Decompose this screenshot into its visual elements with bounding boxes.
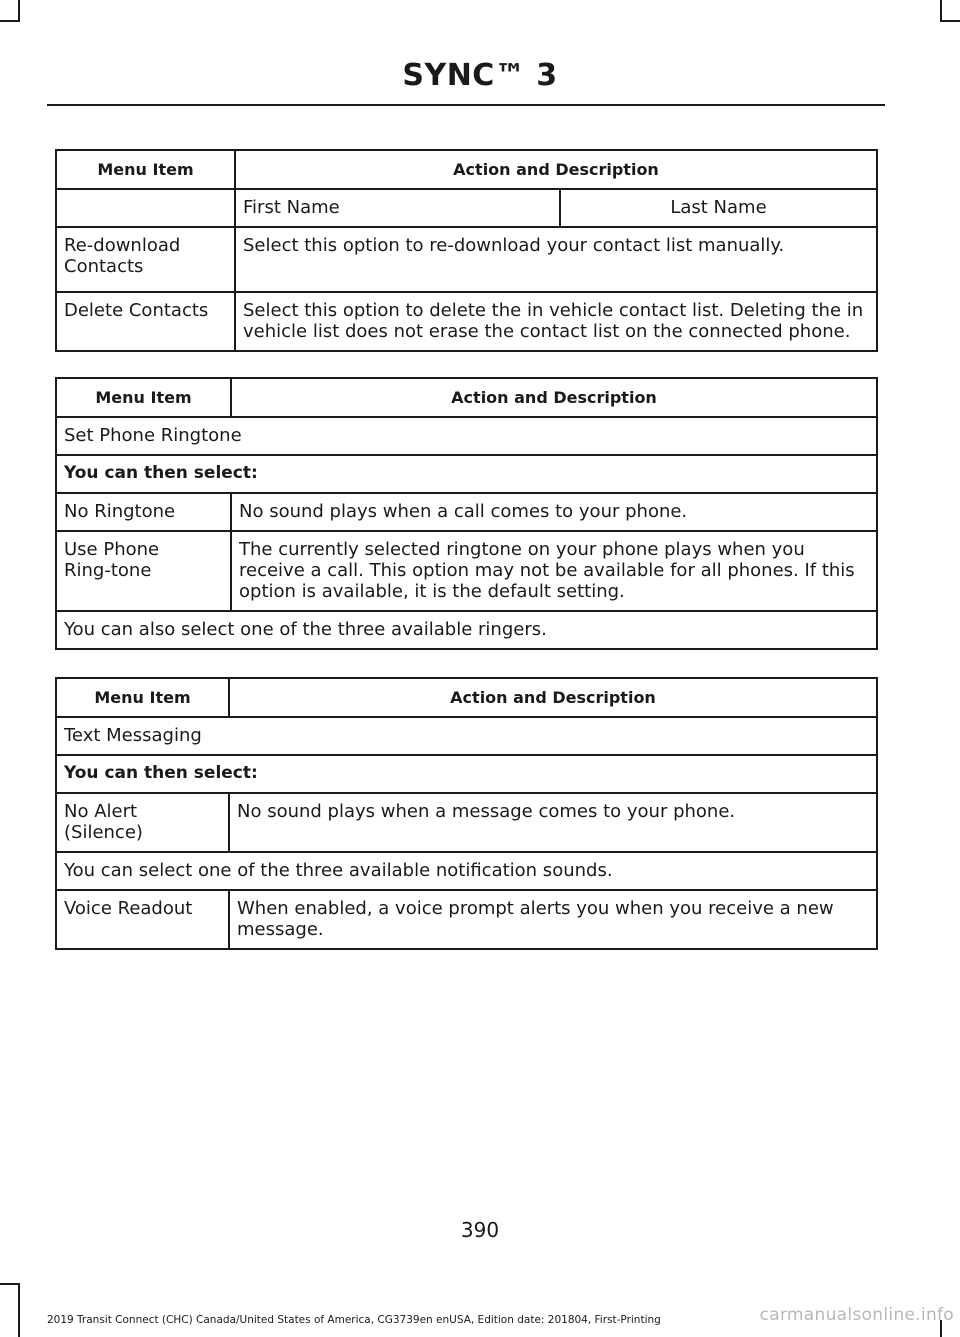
description-cell: When enabled, a voice prompt alerts you when you receive a new message. [229,890,877,949]
sub-header-first-name: First Name [235,189,560,227]
crop-mark-bottom-left-h [0,1283,20,1285]
menu-item-cell: Re-download Contacts [56,227,235,292]
description-cell: The currently selected ringtone on your phone plays when you receive a call. This option may not be available for all phones. If this option is available, it is the default setting. [231,531,877,611]
menu-item-cell: Voice Readout [56,890,229,949]
footer-edition-info: 2019 Transit Connect (CHC) Canada/United States of America, CG3739en enUSA, Edition date: 201804, First-Printing [47,1314,661,1326]
col-menu-item: Menu Item [56,150,235,189]
table-header-row [56,378,877,417]
select-label-cell: You can then select: [56,755,877,793]
description-cell: No sound plays when a call comes to your phone. [231,493,877,531]
ringtone-menu-table [55,377,878,650]
sub-header-last-name: Last Name [560,189,877,227]
table-row [56,189,877,227]
crop-mark-bottom-left-v [18,1283,20,1337]
description-cell: No sound plays when a message comes to your phone. [229,793,877,852]
col-action-description: Action and Description [235,150,877,189]
table-row [56,611,877,649]
table-row [56,890,877,949]
menu-item-cell: Use Phone Ring-tone [56,531,231,611]
description-cell: Select this option to delete the in vehicle contact list. Deleting the in vehicle list does not erase the contact list on the connected phone. [235,292,877,351]
table-header-row [56,150,877,189]
note-cell: You can also select one of the three available ringers. [56,611,877,649]
menu-item-cell: Delete Contacts [56,292,235,351]
note-cell: You can select one of the three available notification sounds. [56,852,877,890]
table-row [56,531,877,611]
crop-mark-top-left-h [0,20,20,22]
text-messaging-menu-table [55,677,878,950]
section-title-cell: Set Phone Ringtone [56,417,877,455]
menu-item-cell: No Ringtone [56,493,231,531]
menu-item-cell: No Alert (Silence) [56,793,229,852]
table-row [56,852,877,890]
table-row [56,793,877,852]
crop-mark-top-right-h [940,20,960,22]
table-row [56,227,877,292]
table-row [56,417,877,455]
section-title-cell: Text Messaging [56,717,877,755]
title-divider [47,104,885,106]
table-row [56,755,877,793]
table-row [56,455,877,493]
empty-cell [56,189,235,227]
crop-mark-top-left-v [18,0,20,22]
page-number: 390 [460,1218,500,1242]
col-action-description: Action and Description [231,378,877,417]
col-menu-item: Menu Item [56,678,229,717]
crop-mark-top-right-v [940,0,942,22]
table-row [56,292,877,351]
table-row [56,717,877,755]
table-header-row [56,678,877,717]
page-title: SYNC™ 3 [402,58,558,93]
watermark: carmanualsonline.info [759,1305,954,1325]
col-menu-item: Menu Item [56,378,231,417]
select-label-cell: You can then select: [56,455,877,493]
description-cell: Select this option to re-download your contact list manually. [235,227,877,292]
col-action-description: Action and Description [229,678,877,717]
contacts-menu-table [55,149,878,352]
table-row [56,493,877,531]
